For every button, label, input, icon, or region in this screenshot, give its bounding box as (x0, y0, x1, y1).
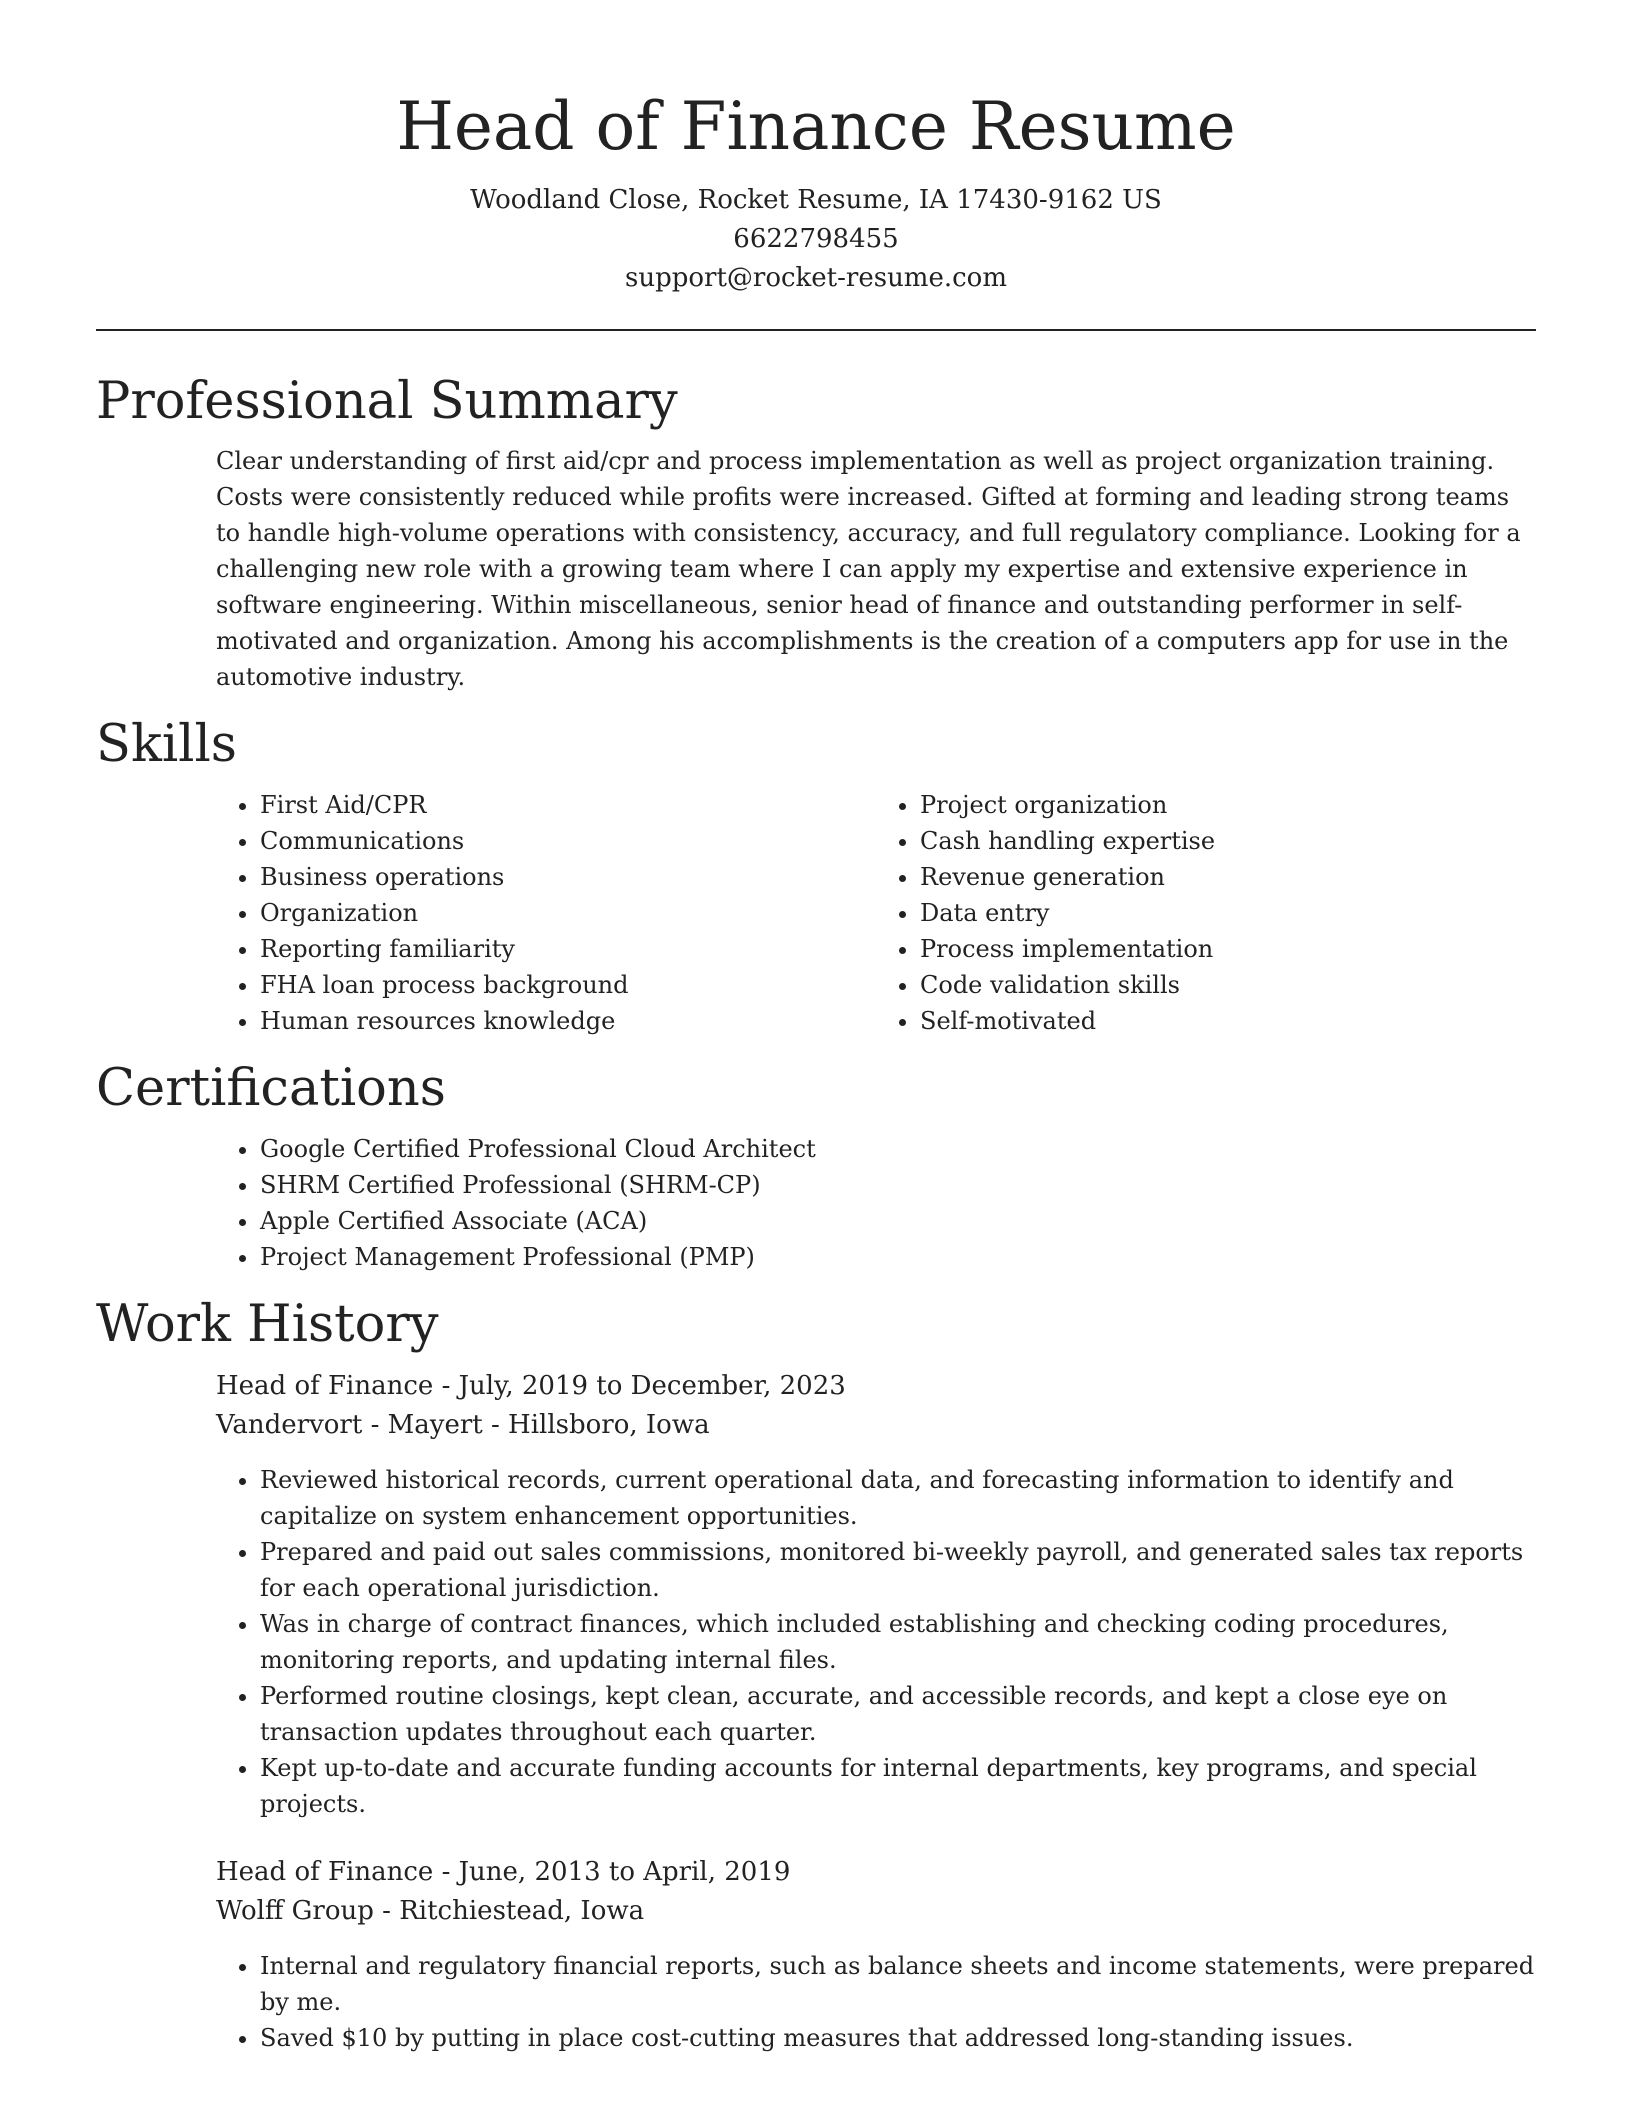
certifications-section (96, 1059, 1536, 1275)
job-company: Vandervort - Mayert (216, 1410, 483, 1440)
skills-column-left (216, 787, 876, 1039)
job-dates: - June, 2013 to April, 2019 (433, 1857, 791, 1887)
job-company-line (216, 1892, 1536, 1931)
job-company: Wolff Group (216, 1896, 374, 1926)
summary-heading: Professional Summary (96, 372, 678, 431)
skill-item: • Business operations (260, 859, 876, 895)
email: support@rocket-resume.com (624, 263, 1007, 293)
certification-item: • SHRM Certified Professional (SHRM-CP) (260, 1167, 1536, 1203)
skill-item: • Process implementation (920, 931, 1536, 967)
skill-item: • Reporting familiarity (260, 931, 876, 967)
job-duty: • Was in charge of contract finances, which included establishing and checking coding procedures, monitoring reports, and updating internal files. (260, 1606, 1536, 1678)
job-company-line (216, 1406, 1536, 1445)
job-duty: • Kept up-to-date and accurate funding accounts for internal departments, key programs, and special projects. (260, 1750, 1536, 1822)
phone: 6622798455 (733, 224, 899, 254)
skill-item: • First Aid/CPR (260, 787, 876, 823)
certifications-heading: Certifications (96, 1059, 446, 1118)
job-duty: • Reviewed historical records, current operational data, and forecasting information to identify and capitalize on system enhancement opportunities. (260, 1462, 1536, 1534)
job-entry (216, 1367, 1536, 1822)
job-duties (216, 1948, 1536, 2056)
skills-list (216, 787, 1536, 1039)
certification-item: • Project Management Professional (PMP) (260, 1239, 1536, 1275)
certification-item: • Apple Certified Associate (ACA) (260, 1203, 1536, 1239)
skill-item: • Communications (260, 823, 876, 859)
resume-page (96, 0, 1536, 2056)
address: Woodland Close, Rocket Resume, IA 17430-9162 US (470, 185, 1162, 215)
summary-text: Clear understanding of first aid/cpr and process implementation as well as project organization training. Costs were consistently reduced while profits were increased. Gifted at forming and leading strong teams to handle high-volume operations with consistency, accuracy, and full regulatory compliance. Looking for a challenging new role with a growing team where I can apply my expertise and extensive experience in software engineering. Within miscellaneous, senior head of finance and outstanding performer in self-motivated and organization. Among his accomplishments is the creation of a computers app for use in the automotive industry. (216, 447, 1521, 691)
resume-title: Head of Finance Resume (396, 88, 1236, 165)
job-dates: - July, 2019 to December, 2023 (433, 1371, 846, 1401)
certifications-list-wrap (216, 1131, 1536, 1275)
job-role: Head of Finance (216, 1371, 434, 1401)
skill-item: • Human resources knowledge (260, 1003, 876, 1039)
skill-item: • Revenue generation (920, 859, 1536, 895)
skill-item: • Self-motivated (920, 1003, 1536, 1039)
skill-item: • FHA loan process background (260, 967, 876, 1003)
certification-item: • Google Certified Professional Cloud Architect (260, 1131, 1536, 1167)
job-entry (216, 1853, 1536, 2056)
work-history-section (96, 1295, 1536, 2056)
job-location: - Hillsboro, Iowa (482, 1410, 710, 1440)
header-divider (96, 329, 1536, 331)
work-history-heading: Work History (96, 1295, 439, 1354)
skill-item: • Organization (260, 895, 876, 931)
skills-heading: Skills (96, 715, 237, 774)
job-duty: • Prepared and paid out sales commissions, monitored bi-weekly payroll, and generated sales tax reports for each operational jurisdiction. (260, 1534, 1536, 1606)
skill-item: • Code validation skills (920, 967, 1536, 1003)
job-duty: • Saved $10 by putting in place cost-cutting measures that addressed long-standing issues. (260, 2020, 1536, 2056)
job-duties (216, 1462, 1536, 1822)
skills-section (96, 715, 1536, 1039)
job-duty: • Internal and regulatory financial reports, such as balance sheets and income statements, were prepared by me. (260, 1948, 1536, 2020)
skill-item: • Cash handling expertise (920, 823, 1536, 859)
skills-column-right (876, 787, 1536, 1039)
contact-info (96, 181, 1536, 298)
job-location: - Ritchiestead, Iowa (373, 1896, 645, 1926)
job-role: Head of Finance (216, 1857, 434, 1887)
job-title-line (216, 1367, 1536, 1406)
skill-item: • Data entry (920, 895, 1536, 931)
skill-item: • Project organization (920, 787, 1536, 823)
resume-header (96, 0, 1536, 298)
job-title-line (216, 1853, 1536, 1892)
certifications-list (216, 1131, 1536, 1275)
summary-section (96, 372, 1536, 695)
job-duty: • Performed routine closings, kept clean, accurate, and accessible records, and kept a close eye on transaction updates throughout each quarter. (260, 1678, 1536, 1750)
